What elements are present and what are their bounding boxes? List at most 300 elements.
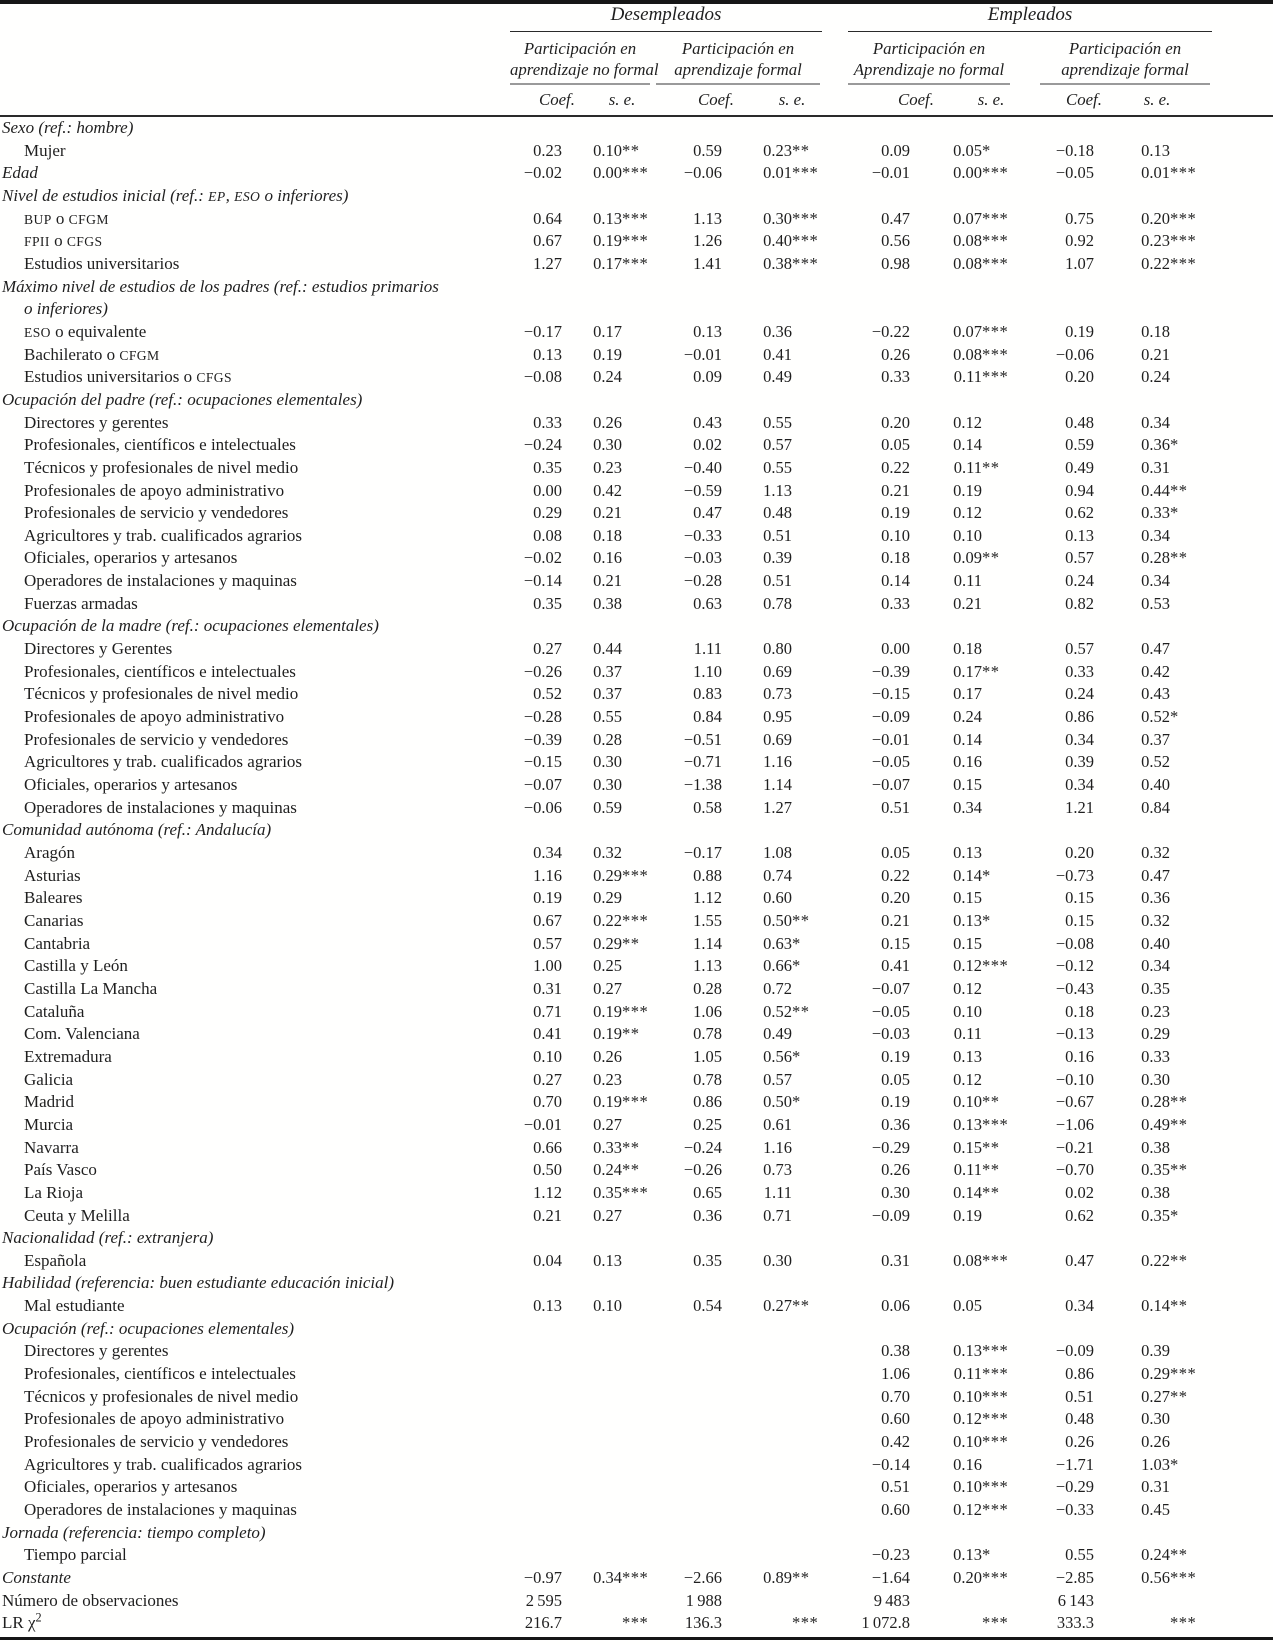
col-header-coef: Coef. [898,90,934,109]
se-value: 0.34 [1141,525,1170,545]
se-value: 0.19 [593,1024,622,1044]
row-label: Directores y gerentes [24,1341,169,1361]
significance-stars [1170,1522,1198,1545]
coef-value: 0.60 [881,1409,910,1429]
significance-stars: *** [982,1114,1009,1134]
se-value: 0.29 [1141,1364,1170,1384]
significance-stars [982,615,1010,638]
coef-value: 0.33 [881,593,910,613]
table-row [0,412,1273,435]
table-row [0,570,1273,593]
coef-value [505,1318,562,1341]
coef-value: 1.05 [693,1046,722,1066]
coef-value: 0.16 [1065,1046,1094,1066]
coef-value: 0.78 [693,1069,722,1089]
table-row [0,729,1273,752]
se-value: 0.30 [593,775,622,795]
significance-stars [1170,683,1198,706]
table-row [0,1159,1273,1182]
significance-stars: ** [982,661,1000,681]
coef-value: 0.67 [533,231,562,251]
coef-value: −0.33 [1055,1500,1094,1520]
se-value: 0.27 [593,1205,622,1225]
se-value: 0.42 [593,480,622,500]
significance-stars [622,389,650,412]
coef-value: 0.20 [1065,367,1094,387]
row-label: Extremadura [24,1046,112,1066]
significance-stars [792,344,820,367]
coef-value: 0.54 [693,1296,722,1316]
se-value [910,1318,982,1341]
table-row [0,366,1273,389]
significance-stars [622,683,650,706]
significance-stars: * [982,865,991,885]
coef-value: −0.39 [523,729,562,749]
subgroup-line1: Participación en [523,39,637,58]
coef-value: 0.59 [693,140,722,160]
coef-value: 0.09 [881,140,910,160]
se-value [722,298,792,321]
se-value: 0.37 [1141,729,1170,749]
significance-stars [792,525,820,548]
table-row [0,1431,1273,1454]
se-value: 0.11 [953,1160,982,1180]
coef-value: 0.51 [1065,1386,1094,1406]
significance-stars [1170,1272,1198,1295]
table-row [0,797,1273,820]
significance-stars [622,978,650,1001]
se-value: 0.01 [763,163,792,183]
coef-value: 0.05 [881,1069,910,1089]
section-row [0,615,1273,638]
row-label: Oficiales, operarios y artesanos [24,775,238,795]
coef-value: −0.59 [683,480,722,500]
label-column-spacer [0,85,505,115]
se-value: 1.16 [763,752,792,772]
significance-stars [792,1454,820,1477]
se-value: 0.25 [593,956,622,976]
se-value: 0.47 [1141,865,1170,885]
coef-value [505,298,562,321]
significance-stars [1170,774,1198,797]
se-value: 0.34 [1141,956,1170,976]
se-value: 0.24 [593,1160,622,1180]
se-value: 0.28 [593,729,622,749]
significance-stars [982,751,1010,774]
se-value: 0.16 [593,548,622,568]
table-row [0,457,1273,480]
coef-value: 0.02 [693,435,722,455]
significance-stars [792,298,820,321]
coef-value: −0.43 [1055,978,1094,998]
significance-stars [622,1046,650,1069]
se-value [910,1227,982,1250]
section-row [0,389,1273,412]
row-label: Bachilerato o CFGM [24,344,160,364]
significance-stars: ** [622,933,640,953]
coef-value: 0.27 [533,1069,562,1089]
coef-value: −0.33 [683,525,722,545]
coef-value: 0.27 [533,639,562,659]
significance-stars: *** [982,1432,1009,1452]
se-value: 0.29 [593,888,622,908]
se-value: 0.22 [1141,1250,1170,1270]
coef-value: −0.17 [683,843,722,862]
se-value [562,1499,622,1522]
row-label: Mujer [24,140,66,160]
significance-stars: *** [1170,253,1197,273]
significance-stars: * [1170,707,1179,727]
coef-value: −0.28 [523,707,562,727]
coef-value: 0.47 [881,208,910,228]
se-value: 0.21 [593,503,622,523]
se-value [722,1454,792,1477]
significance-stars [792,865,820,888]
se-value: 0.15 [953,933,982,953]
coef-value: −0.40 [683,457,722,477]
significance-stars: *** [982,163,1009,183]
table-row [0,1091,1273,1114]
subgroup-line2: aprendizaje formal [674,59,802,79]
coef-value: 0.86 [693,1092,722,1112]
coef-value: 0.62 [1065,1205,1094,1225]
se-value [562,1454,622,1477]
row-label: Edad [2,163,38,183]
subgroup-line2: aprendizaje no formal [510,59,659,79]
significance-stars [1170,638,1198,661]
se-value: 0.37 [593,661,622,681]
se-value [722,1340,792,1363]
significance-stars [792,615,820,638]
row-label: Profesionales de servicio y vendedores [24,729,289,749]
se-value: 0.23 [1141,231,1170,251]
se-value: 0.39 [763,548,792,568]
coef-value: 0.47 [693,503,722,523]
table-row [0,480,1273,503]
se-value [562,1544,622,1567]
coef-value: −0.13 [1055,1024,1094,1044]
significance-stars: ** [792,1568,810,1587]
significance-stars [622,321,650,344]
coef-value: 0.41 [533,1024,562,1044]
coef-value: 0.75 [1065,208,1094,228]
table-row [0,638,1273,661]
significance-stars [622,366,650,389]
row-label: Castilla y León [24,956,128,976]
row-label: Agricultores y trab. cualificados agrarios [24,1454,303,1474]
se-value [722,819,792,842]
coef-value: 0.36 [881,1114,910,1134]
se-value: 0.47 [1141,639,1170,659]
se-value [562,1612,622,1635]
significance-stars: *** [622,231,649,251]
significance-stars [622,751,650,774]
se-value: 0.33 [1141,503,1170,523]
se-value [1094,819,1170,842]
coef-value: −0.97 [523,1568,562,1587]
se-value: 0.30 [763,1250,792,1270]
row-label: Sexo (ref.: hombre) [2,118,134,137]
table-row [0,1544,1273,1567]
significance-stars [1170,412,1198,435]
significance-stars [792,1250,820,1273]
coef-value: 0.19 [1065,321,1094,341]
significance-stars [622,842,650,865]
table-row [0,955,1273,978]
se-value: 0.13 [953,1114,982,1134]
se-value: 0.08 [953,344,982,364]
se-value: 0.00 [593,163,622,183]
significance-stars [982,1590,1010,1613]
coef-value: 0.57 [533,933,562,953]
se-value: 0.10 [953,1432,982,1452]
table-row [0,1476,1273,1499]
coef-value: 0.70 [533,1092,562,1112]
significance-stars [1170,1431,1198,1454]
se-value: 0.20 [953,1568,982,1587]
table-body [0,117,1273,1635]
coef-value: 0.24 [1065,571,1094,591]
se-value: 0.20 [1141,208,1170,228]
col-header-se: s. e. [778,90,806,109]
row-label: Ceuta y Melilla [24,1205,130,1225]
se-value [722,615,792,638]
significance-stars [1170,276,1198,299]
se-value: 0.08 [953,1250,982,1270]
coef-value: −0.09 [1055,1341,1094,1361]
coef-value: 0.86 [1065,1364,1094,1384]
group-header-empleados [848,4,1212,32]
significance-stars: *** [622,253,649,273]
coef-value: 216.7 [524,1613,562,1633]
coef-value: 0.00 [533,480,562,500]
significance-stars [792,1227,820,1250]
se-value [562,1476,622,1499]
significance-stars [982,797,1010,820]
se-value [722,1522,792,1545]
se-value: 0.00 [953,163,982,183]
se-value [722,276,792,299]
significance-stars [792,1499,820,1522]
se-value [910,819,982,842]
row-label: FPII o CFGS [24,231,103,251]
coef-value: 0.24 [1065,684,1094,704]
se-value: 0.52 [1141,752,1170,772]
coef-value [1010,185,1094,208]
se-value: 0.50 [763,910,792,930]
se-value [1094,1272,1170,1295]
significance-stars [1170,978,1198,1001]
se-value [562,1408,622,1431]
significance-stars [792,321,820,344]
coef-value: −0.23 [871,1545,910,1565]
significance-stars: *** [792,253,819,273]
significance-stars [622,729,650,752]
significance-stars [1170,1137,1198,1160]
se-value [722,117,792,140]
se-value [722,1363,792,1386]
se-value: 0.13 [1141,140,1170,160]
coef-value: −0.12 [1055,956,1094,976]
table-row [0,706,1273,729]
table-row [0,525,1273,548]
row-label: Baleares [24,888,83,908]
row-label: ESO o equivalente [24,321,147,341]
significance-stars [982,480,1010,503]
table-row [0,1001,1273,1024]
significance-stars: *** [982,1613,1009,1633]
table-row [0,140,1273,163]
coef-value [650,615,722,638]
significance-stars [792,887,820,910]
se-value: 0.30 [593,435,622,455]
se-value: 0.95 [763,707,792,727]
significance-stars [792,412,820,435]
coef-value: 333.3 [1056,1613,1094,1633]
coef-value: 0.43 [693,412,722,432]
se-value [562,185,622,208]
coef-value: −0.51 [683,729,722,749]
coef-value: 1.13 [693,956,722,976]
significance-stars [792,593,820,616]
subgroup-line2: aprendizaje formal [1061,59,1189,79]
se-value: 0.16 [953,1454,982,1474]
se-value: 0.10 [953,525,982,545]
significance-stars: ** [982,1137,1000,1157]
table-row [0,1386,1273,1409]
se-value: 0.36 [1141,435,1170,455]
significance-stars: ** [1170,548,1188,568]
row-label: Ocupación de la madre (ref.: ocupaciones elementales) [2,616,379,636]
coef-value: −0.15 [523,752,562,772]
significance-stars [622,480,650,503]
significance-stars: *** [622,208,649,228]
coef-value [650,1340,722,1363]
coef-value: −0.01 [871,729,910,749]
se-value: 0.33 [593,1137,622,1157]
coef-value: 0.33 [533,412,562,432]
significance-stars [982,1001,1010,1024]
row-label: Estudios universitarios [24,253,180,273]
se-value [562,1318,622,1341]
coef-value [820,276,910,299]
se-value: 0.19 [953,1205,982,1225]
se-value [1094,1590,1170,1613]
coef-value: 0.70 [881,1386,910,1406]
coef-value: 0.02 [1065,1182,1094,1202]
significance-stars [1170,1182,1198,1205]
significance-stars [622,706,650,729]
coef-value: 0.19 [881,503,910,523]
row-label: Com. Valenciana [24,1024,140,1044]
significance-stars [792,978,820,1001]
significance-stars [1170,842,1198,865]
significance-stars: ** [982,457,1000,477]
coef-value: 0.94 [1065,480,1094,500]
se-value: 0.41 [763,344,792,364]
significance-stars: *** [982,367,1009,387]
se-value: 0.13 [953,1545,982,1565]
se-value: 0.10 [953,1386,982,1406]
se-value [910,1522,982,1545]
significance-stars [792,751,820,774]
significance-stars [622,1318,650,1341]
significance-stars: *** [622,910,649,930]
significance-stars [622,774,650,797]
significance-stars: *** [1170,1613,1197,1633]
coef-value: 2 595 [525,1590,562,1610]
coef-value: 0.26 [1065,1432,1094,1452]
coef-value: 0.51 [881,797,910,817]
significance-stars [1170,661,1198,684]
se-value: 0.50 [763,1092,792,1112]
significance-stars [982,434,1010,457]
coef-value: 0.04 [533,1250,562,1270]
significance-stars [982,729,1010,752]
row-label: Aragón [24,843,75,862]
se-value: 0.72 [763,978,792,998]
se-value: 0.27 [1141,1386,1170,1406]
significance-stars [792,1272,820,1295]
se-value [562,389,622,412]
se-value: 0.19 [593,344,622,364]
se-value: 0.12 [953,978,982,998]
table-row [0,1295,1273,1318]
se-value: 0.45 [1141,1500,1170,1520]
significance-stars: * [792,933,801,953]
significance-stars: ** [982,1182,1000,1202]
coef-value: 0.52 [533,684,562,704]
significance-stars: ** [792,1296,810,1316]
coef-value: 0.47 [1065,1250,1094,1270]
coef-value: 0.63 [693,593,722,613]
se-value: 0.34 [1141,412,1170,432]
coef-value: −0.70 [1055,1160,1094,1180]
row-label: Profesionales, científicos e intelectuales [24,435,296,455]
table-row [0,547,1273,570]
coef-value: 1.13 [693,208,722,228]
se-value: 0.55 [593,707,622,727]
row-label: Jornada (referencia: tiempo completo) [2,1522,266,1542]
significance-stars [792,1476,820,1499]
row-label: Directores y gerentes [24,412,169,432]
subgroup-unemployed-formal [656,39,820,85]
significance-stars [1170,729,1198,752]
coef-value [505,1340,562,1363]
significance-stars [792,480,820,503]
se-value: 0.27 [763,1296,792,1316]
coef-value: −0.03 [683,548,722,568]
row-label: Número de observaciones [2,1590,179,1610]
significance-stars [622,298,650,321]
row-label: Operadores de instalaciones y maquinas [24,797,297,817]
coef-value: 0.78 [693,1024,722,1044]
coef-value [650,298,722,321]
significance-stars [1170,819,1198,842]
se-value: 0.21 [593,571,622,591]
coef-value: 0.15 [1065,910,1094,930]
se-value: 0.52 [1141,707,1170,727]
significance-stars [622,887,650,910]
significance-stars: ** [792,1001,810,1021]
coef-value: −0.26 [683,1160,722,1180]
significance-stars [622,638,650,661]
section-row [0,1272,1273,1295]
coef-value: −0.09 [871,1205,910,1225]
coef-value [650,1386,722,1409]
significance-stars: *** [622,1613,649,1633]
row-label: Profesionales, científicos e intelectuales [24,661,296,681]
